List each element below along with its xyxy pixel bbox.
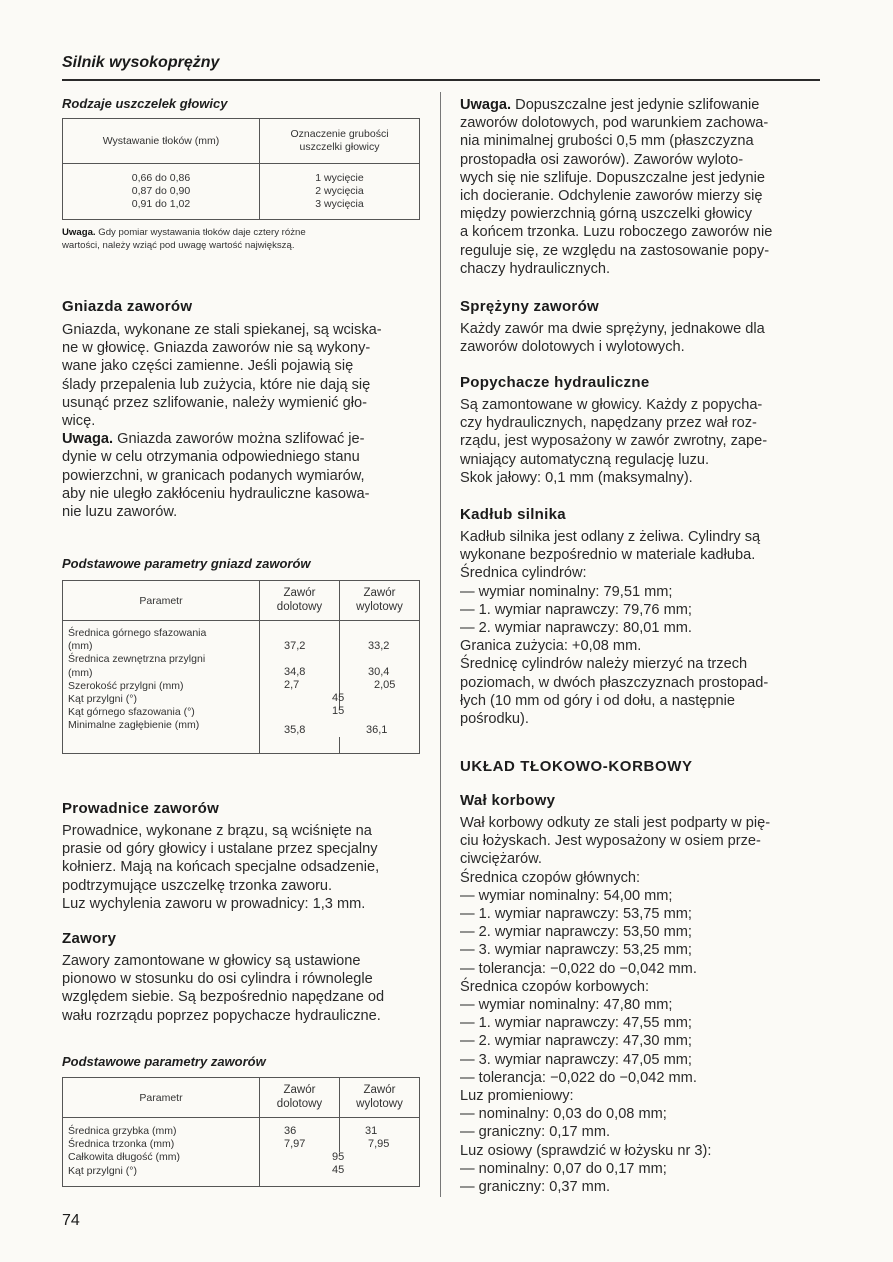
table-row: 2 wycięcia <box>315 184 364 197</box>
header-rule <box>62 79 820 81</box>
text-line: Kadłub silnika jest odlany z żeliwa. Cylindry są <box>460 529 761 545</box>
table1-header-mark <box>260 119 420 164</box>
text-line: — tolerancja: −0,022 do −0,042 mm. <box>460 1069 697 1086</box>
engine-block-title: Kadłub silnika <box>460 506 566 523</box>
text-line: — 2. wymiar naprawczy: 47,30 mm; <box>460 1033 692 1050</box>
section-crank-system <box>460 758 820 775</box>
text-line: — 2. wymiar naprawczy: 80,01 mm. <box>460 620 692 637</box>
text-line: Prowadnice, wykonane z brązu, są wciśnięte na <box>62 823 372 839</box>
table1-header-protrusion <box>63 119 260 164</box>
engine-block-body <box>460 528 820 728</box>
valve-seats-note-bold: Uwaga. <box>62 431 114 448</box>
table-row: 1 wycięcie <box>315 171 364 184</box>
table-row: (mm) <box>68 640 93 653</box>
table1-ranges-cell <box>63 164 260 220</box>
text-line: Średnica czopów głównych: <box>460 869 641 886</box>
table1-header-mark-l2: uszczelki głowicy <box>299 141 380 153</box>
table-row: (mm) <box>68 666 93 679</box>
table1-note-l1: Gdy pomiar wystawania tłoków daje cztery różne <box>95 227 306 238</box>
text-line: — tolerancja: −0,022 do −0,042 mm. <box>460 960 697 977</box>
text-line: dynie w celu otrzymania odpowiedniego stanu <box>62 449 360 466</box>
table3-value: 7,97 <box>284 1138 306 1150</box>
table-row: Średnica górnego sfazowania <box>68 627 207 639</box>
section-valves <box>62 930 422 947</box>
text-line: Zawory zamontowane w głowicy są ustawione <box>62 953 361 969</box>
table2-caption: Podstawowe parametry gniazd zaworów <box>62 556 311 571</box>
text-line: Dopuszczalne jest jedynie szlifowanie <box>511 97 760 113</box>
table2-value: 2,7 <box>284 679 300 691</box>
valves-title: Zawory <box>62 930 117 947</box>
table3-value: 7,95 <box>368 1138 390 1150</box>
text-line: ślady przepalenia lub zużycia, które nie dają się <box>62 376 371 393</box>
text-line: Gniazda, wykonane ze stali spiekanej, są wciska- <box>62 322 382 338</box>
table2-inner-divider-bottom <box>339 737 340 753</box>
text-line: Każdy zawór ma dwie sprężyny, jednakowe dla <box>460 321 765 337</box>
table3-header-param <box>63 1078 260 1118</box>
text-line: Luz osiowy (sprawdzić w łożysku nr 3): <box>460 1142 712 1159</box>
text-line: względem siebie. Są bezpośrednio napędzane od <box>62 989 385 1006</box>
table3-params-cell <box>63 1118 260 1187</box>
table2-value: 30,4 <box>368 666 390 678</box>
valve-springs-body <box>460 320 820 356</box>
section-valve-springs <box>460 298 820 315</box>
table3-value: 45 <box>332 1164 345 1176</box>
table3-header-exhaust <box>340 1078 420 1118</box>
table3-value: 95 <box>332 1151 345 1163</box>
crankshaft-title: Wał korbowy <box>460 792 556 809</box>
table3-header-exhaust-l2: wylotowy <box>356 1097 403 1110</box>
table1-note <box>62 227 422 252</box>
text-line: podtrzymujące uszczelkę trzonka zaworu. <box>62 877 333 894</box>
crank-system-title: UKŁAD TŁOKOWO-KORBOWY <box>460 758 693 775</box>
valve-grinding-note-bold: Uwaga. <box>460 97 512 113</box>
text-line: aby nie uległo zakłóceniu hydrauliczne kasowa- <box>62 485 370 502</box>
table-row: 3 wycięcia <box>315 198 364 211</box>
table-row: Średnica zewnętrzna przylgni <box>68 653 206 666</box>
table-row: 0,91 do 1,02 <box>131 198 191 211</box>
table-row: Całkowita długość (mm) <box>68 1151 181 1164</box>
table3-value: 36 <box>284 1125 297 1137</box>
text-line: wału rozrządu poprzez popychacze hydrauliczne. <box>62 1007 381 1024</box>
text-line: ne w głowicę. Gniazda zaworów nie są wykony- <box>62 340 371 357</box>
table2-value: 36,1 <box>366 724 388 736</box>
table2-header-intake-l1: Zawór <box>283 587 316 600</box>
text-line: — 1. wymiar naprawczy: 53,75 mm; <box>460 906 692 923</box>
text-line: reguluje się, ze względu na zastosowanie popy- <box>460 242 770 259</box>
text-line: Luz wychylenia zaworu w prowadnicy: 1,3 mm. <box>62 895 366 912</box>
text-line: usunąć przez szlifowanie, należy wymienić gło- <box>62 394 367 411</box>
hydraulic-tappets-title: Popychacze hydrauliczne <box>460 374 650 391</box>
hydraulic-tappets-body <box>460 396 820 487</box>
text-line: Są zamontowane w głowicy. Każdy z popycha- <box>460 397 763 413</box>
running-header-title: Silnik wysokoprężny <box>62 54 220 71</box>
text-line: — 3. wymiar naprawczy: 47,05 mm; <box>460 1051 692 1068</box>
page-number: 74 <box>62 1212 80 1229</box>
text-line: ciwciężarów. <box>460 851 542 868</box>
table3-inner-divider <box>339 1118 340 1152</box>
valve-guides-title: Prowadnice zaworów <box>62 800 220 817</box>
table2-value: 33,2 <box>368 640 390 652</box>
table2-values-cell <box>260 621 420 754</box>
text-line: Średnica czopów korbowych: <box>460 978 649 995</box>
table-row: 0,66 do 0,86 <box>131 171 191 184</box>
table-row: Kąt przylgni (°) <box>68 1164 137 1177</box>
table-row: Średnica grzybka (mm) <box>68 1125 177 1137</box>
table2-value: 15 <box>332 705 345 717</box>
text-line: — nominalny: 0,03 do 0,08 mm; <box>460 1106 667 1123</box>
text-line: Granica zużycia: +0,08 mm. <box>460 638 642 655</box>
text-line: — 2. wymiar naprawczy: 53,50 mm; <box>460 924 692 941</box>
table1-header-mark-l1: Oznaczenie grubości <box>290 127 389 140</box>
valve-seats-title: Gniazda zaworów <box>62 298 193 315</box>
crankshaft-body <box>460 814 820 1196</box>
table-row: Średnica trzonka (mm) <box>68 1138 175 1151</box>
table3-caption: Podstawowe parametry zaworów <box>62 1054 266 1069</box>
valves-body <box>62 952 422 1025</box>
text-line: ciu łożyskach. Jest wyposażony w osiem prze- <box>460 833 761 850</box>
table3-caption-block <box>62 1054 422 1069</box>
text-line: zaworów dolotowych, pod warunkiem zachowa- <box>460 115 769 132</box>
valve-seat-parameters-table <box>62 580 420 754</box>
text-line: pośrodku). <box>460 711 529 728</box>
section-engine-block <box>460 506 820 523</box>
table2-header-exhaust-l2: wylotowy <box>356 600 403 613</box>
table3-header-intake-l1: Zawór <box>283 1084 316 1097</box>
section-hydraulic-tappets <box>460 374 820 391</box>
table2-header-intake-l2: dolotowy <box>276 600 323 613</box>
text-line: powierzchni, w granicach podanych wymiarów, <box>62 467 365 484</box>
text-line: wicę. <box>62 413 96 430</box>
table2-header-exhaust <box>340 581 420 621</box>
table-row: Szerokość przylgni (mm) <box>68 679 184 692</box>
text-line: Średnica cylindrów: <box>460 565 587 582</box>
text-line: pionowo w stosunku do osi cylindra i równolegle <box>62 971 373 988</box>
table3-header-intake-l2: dolotowy <box>276 1097 323 1110</box>
table3-header-intake <box>260 1078 340 1118</box>
text-line: Luz promieniowy: <box>460 1088 574 1105</box>
text-line: prasie od góry głowicy i ustalane przez specjalny <box>62 841 378 858</box>
table-row: Kąt przylgni (°) <box>68 693 137 706</box>
text-line: ich docieranie. Odchylenie zaworów mierzy się <box>460 188 763 205</box>
table1-note-bold: Uwaga. <box>62 227 96 238</box>
text-line: — 3. wymiar naprawczy: 53,25 mm; <box>460 942 692 959</box>
table2-value: 34,8 <box>284 666 306 678</box>
text-line: zaworów dolotowych i wylotowych. <box>460 339 685 356</box>
text-line: chaczy hydraulicznych. <box>460 260 611 277</box>
text-line: wykonane bezpośrednio w materiale kadłuba. <box>460 547 756 564</box>
text-line: czy hydraulicznych, napędzany przez wał roz- <box>460 415 757 432</box>
table1-note-l2: wartości, należy wziąć pod uwagę wartość największą. <box>62 239 295 251</box>
valve-grinding-note <box>460 96 820 278</box>
text-line: a końcem trzonka. Luzu roboczego zaworów nie <box>460 224 773 241</box>
text-line: między powierzchnią górną uszczelki głowicy <box>460 206 752 223</box>
text-line: wych się nie szlifuje. Dopuszczalne jest jedynie <box>460 169 765 186</box>
text-line: wniający automatyczną regulację luzu. <box>460 451 710 468</box>
table-row: Kąt górnego sfazowania (°) <box>68 706 195 719</box>
text-line: rządu, jest wyposażony w zawór zwrotny, zape- <box>460 433 768 450</box>
text-line: prostopadła osi zaworów). Zaworów wyloto- <box>460 151 744 168</box>
section-valve-guides <box>62 800 422 817</box>
text-line: poziomach, w dwóch płaszczyznach prostopad- <box>460 674 769 691</box>
table1-caption: Rodzaje uszczelek głowicy <box>62 96 228 111</box>
table3-header-param-text: Parametr <box>139 1091 183 1104</box>
text-line: nie luzu zaworów. <box>62 504 178 521</box>
table2-caption-block <box>62 556 422 571</box>
text-line: — wymiar nominalny: 47,80 mm; <box>460 997 673 1014</box>
text-line: łych (10 mm od góry i od dołu, a następnie <box>460 692 736 709</box>
valve-parameters-table <box>62 1077 420 1187</box>
text-line: — 1. wymiar naprawczy: 79,76 mm; <box>460 601 692 618</box>
valve-guides-body <box>62 822 422 913</box>
text-line: — wymiar nominalny: 79,51 mm; <box>460 583 673 600</box>
valve-seats-body <box>62 321 422 521</box>
text-line: Średnicę cylindrów należy mierzyć na trzech <box>460 656 748 673</box>
table3-value: 31 <box>365 1125 378 1137</box>
table1-marks-cell <box>260 164 420 220</box>
text-line: — 1. wymiar naprawczy: 47,55 mm; <box>460 1015 692 1032</box>
table-row: Minimalne zagłębienie (mm) <box>68 719 200 732</box>
gasket-types-table <box>62 118 420 220</box>
text-line: — graniczny: 0,17 mm. <box>460 1124 611 1141</box>
table2-header-exhaust-l1: Zawór <box>363 587 396 600</box>
table2-header-intake <box>260 581 340 621</box>
text-line: wane jako części zamienne. Jeśli pojawią się <box>62 358 354 375</box>
text-line: — graniczny: 0,37 mm. <box>460 1179 611 1196</box>
text-line: — wymiar nominalny: 54,00 mm; <box>460 887 673 904</box>
table2-params-cell <box>63 621 260 754</box>
text-line: nia minimalnej grubości 0,5 mm (płaszczyzna <box>460 133 754 150</box>
column-divider <box>440 92 441 1197</box>
table2-value: 2,05 <box>374 679 396 691</box>
text-line: — nominalny: 0,07 do 0,17 mm; <box>460 1160 667 1177</box>
text-line: Gniazda zaworów można szlifować je- <box>113 431 365 448</box>
table2-header-param-text: Parametr <box>139 594 183 607</box>
table1-header-protrusion-text: Wystawanie tłoków (mm) <box>102 135 220 147</box>
table-row: 0,87 do 0,90 <box>131 184 191 197</box>
table3-values-cell <box>260 1118 420 1187</box>
table2-value: 45 <box>332 692 345 704</box>
text-line: kołnierz. Mają na końcach specjalne odsadzenie, <box>62 859 380 876</box>
section-crankshaft <box>460 792 820 809</box>
section-valve-seats <box>62 298 422 315</box>
valve-springs-title: Sprężyny zaworów <box>460 298 600 315</box>
text-line: Skok jałowy: 0,1 mm (maksymalny). <box>460 469 693 486</box>
table2-value: 35,8 <box>284 724 306 736</box>
table3-header-exhaust-l1: Zawór <box>363 1084 396 1097</box>
text-line: Wał korbowy odkuty ze stali jest podparty w pię- <box>460 815 771 831</box>
table2-value: 37,2 <box>284 640 306 652</box>
table1-caption-block <box>62 96 422 111</box>
table2-header-param <box>63 581 260 621</box>
